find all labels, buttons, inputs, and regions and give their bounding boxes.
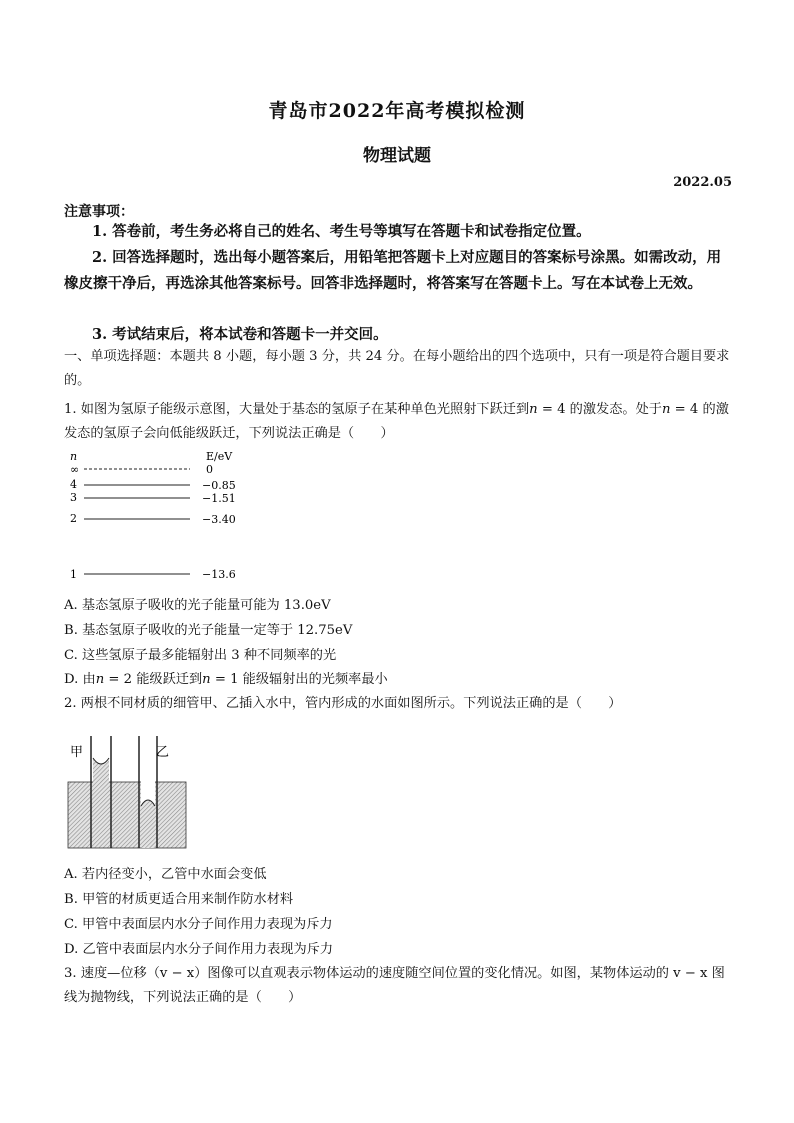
question-2-stem: 2. 两根不同材质的细管甲、乙插入水中，管内形成的水面如图所示。下列说法正确的是（ ） <box>64 696 622 711</box>
q2-option-a: A. 若内径变小，乙管中水面会变低 <box>64 867 267 882</box>
level-n-3: 3 <box>70 491 77 504</box>
energy-level-diagram <box>64 448 264 588</box>
energy-axis-label: E/eV <box>206 450 233 463</box>
section-heading: 一、单项选择题：本题共 8 小题，每小题 3 分，共 24 分。在每小题给出的四个选项中，只有一项是符合题目要求的。 <box>64 349 730 388</box>
notice-item-2: 2. 回答选择题时，选出每小题答案后，用铅笔把答题卡上对应题目的答案标号涂黑。如需改动，用橡皮擦干净后，再选涂其他答案标号。回答非选择题时，将答案写在答题卡上。写在本试卷上无效。 <box>64 249 722 292</box>
notice-item-3: 3. 考试结束后，将本试卷和答题卡一并交回。 <box>92 326 388 343</box>
notice-item-1: 1. 答卷前，考生务必将自己的姓名、考生号等填写在答题卡和试卷指定位置。 <box>92 223 591 240</box>
capillary-tube-diagram <box>66 736 188 850</box>
q1-option-a: A. 基态氢原子吸收的光子能量可能为 13.0eV <box>64 598 331 613</box>
q2-option-c: C. 甲管中表面层内水分子间作用力表现为斥力 <box>64 917 333 932</box>
label-yi: 乙 <box>156 745 170 760</box>
level-e-1: −13.6 <box>202 568 236 581</box>
page-title: 青岛市2022年高考模拟检测 <box>268 100 526 122</box>
n-axis-label: n <box>70 450 78 463</box>
question-3-stem: 3. 速度—位移（v − x）图像可以直观表示物体运动的速度随空间位置的变化情况。如图，某物体运动的 v − x 图线为抛物线，下列说法正确的是（ ） <box>64 966 725 1005</box>
question-1-stem: 1. 如图为氢原子能级示意图，大量处于基态的氢原子在某种单色光照射下跃迁到n = 4 的激发态。处于n = 4 的激发态的氢原子会向低能级跃迁，下列说法正确是（ ） <box>64 402 729 441</box>
level-n-1: 1 <box>70 568 77 581</box>
page-subtitle: 物理试题 <box>363 146 431 166</box>
notice-heading: 注意事项： <box>64 204 134 220</box>
q1-option-c: C. 这些氢原子最多能辐射出 3 种不同频率的光 <box>64 648 337 663</box>
level-e-inf: 0 <box>206 463 213 476</box>
level-n-2: 2 <box>70 512 77 525</box>
tube-yi-meniscus <box>141 800 155 848</box>
level-n-4: 4 <box>70 478 77 491</box>
level-e-4: −0.85 <box>202 479 236 492</box>
label-jia: 甲 <box>70 745 84 760</box>
level-n-inf: ∞ <box>70 463 80 476</box>
level-e-3: −1.51 <box>202 492 236 505</box>
q1-option-b: B. 基态氢原子吸收的光子能量一定等于 12.75eV <box>64 623 353 638</box>
exam-date: 2022.05 <box>673 175 732 190</box>
level-e-2: −3.40 <box>202 513 236 526</box>
q1-option-d: D. 由n = 2 能级跃迁到n = 1 能级辐射出的光频率最小 <box>64 672 388 687</box>
q2-option-b: B. 甲管的材质更适合用来制作防水材料 <box>64 892 294 907</box>
water-body <box>68 782 186 848</box>
q2-option-d: D. 乙管中表面层内水分子间作用力表现为斥力 <box>64 942 334 957</box>
